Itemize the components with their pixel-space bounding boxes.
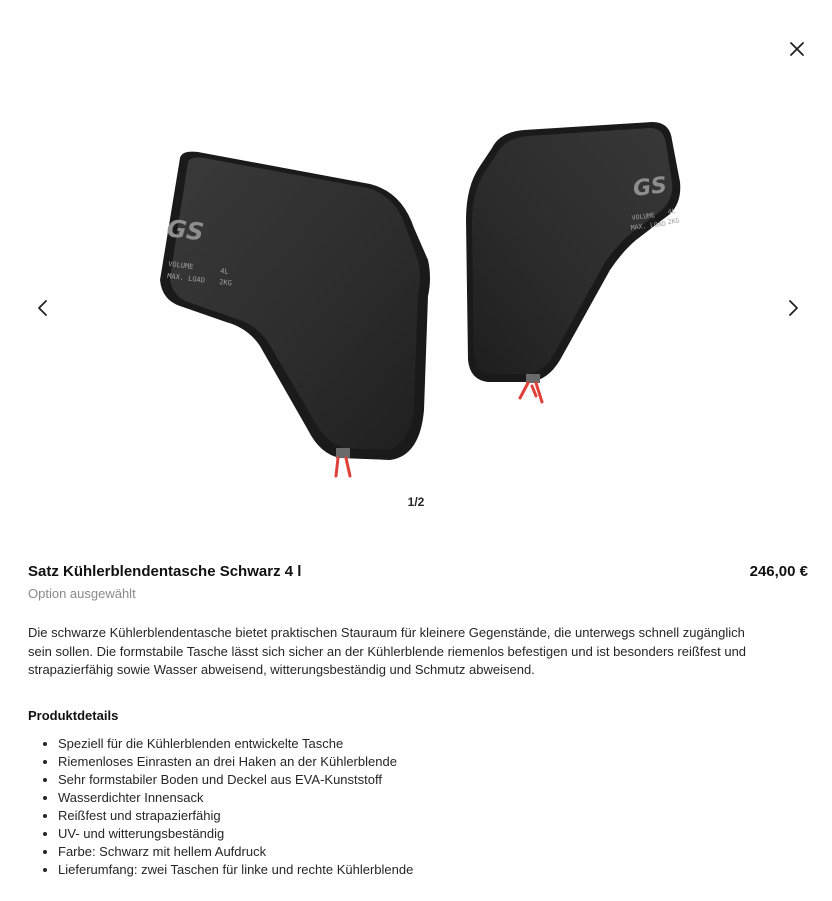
- chevron-left-icon: [29, 294, 57, 322]
- list-item: • Lieferumfang: zwei Taschen für linke und rechte Kühlerblende: [58, 861, 413, 879]
- option-status: Option ausgewählt: [28, 586, 136, 601]
- list-item: • Farbe: Schwarz mit hellem Aufdruck: [58, 843, 413, 861]
- product-title: Satz Kühlerblendentasche Schwarz 4 l: [28, 563, 302, 580]
- list-item: • Speziell für die Kühlerblenden entwickelte Tasche: [58, 735, 413, 753]
- product-image-bags: [140, 110, 700, 490]
- previous-image-button[interactable]: [29, 294, 57, 322]
- close-icon: [784, 36, 810, 62]
- left-bag: [160, 152, 430, 476]
- product-details-list: [28, 735, 413, 879]
- product-details-heading: Produktdetails: [28, 708, 119, 723]
- list-item: • Sehr formstabiler Boden und Deckel aus EVA-Kunststoff: [58, 771, 413, 789]
- list-item: • UV- und witterungsbeständig: [58, 825, 413, 843]
- left-bag-load-label: MAX. LOAD: [166, 272, 206, 285]
- product-image: [140, 110, 700, 490]
- right-bag-load-label: MAX. LOAD: [630, 219, 667, 232]
- product-price: 246,00 €: [749, 563, 808, 580]
- left-bag-logo: GS: [165, 214, 206, 247]
- right-bag-logo: GS: [631, 173, 669, 202]
- close-button[interactable]: [784, 36, 810, 62]
- left-bag-load: 2KG: [218, 278, 233, 288]
- chevron-right-icon: [779, 294, 807, 322]
- right-bag-volume-label: VOLUME: [631, 211, 656, 222]
- list-item: • Riemenloses Einrasten an drei Haken an der Kühlerblende: [58, 753, 413, 771]
- list-item: • Wasserdichter Innensack: [58, 789, 413, 807]
- left-bag-volume-label: VOLUME: [167, 260, 194, 272]
- list-item: • Reißfest und strapazierfähig: [58, 807, 413, 825]
- left-bag-volume: 4L: [219, 267, 230, 277]
- product-description: Die schwarze Kühlerblendentasche bietet praktischen Stauraum für kleinere Gegenstände, die unterwegs schnell zugänglich sein sollen. Die formstabile Tasche lässt sich sicher an der Kühlerblende riemenlos befestigen und ist besonders reißfest und strapazierfähig sowie Wasser abweisend, witterungsbeständig und Schmutz abweisend.: [28, 625, 747, 677]
- right-bag-volume: 4L: [667, 207, 677, 216]
- next-image-button[interactable]: [779, 294, 807, 322]
- right-bag: [466, 122, 680, 402]
- image-counter: 1/2: [407, 495, 425, 509]
- right-bag-load: 2KG: [667, 216, 680, 226]
